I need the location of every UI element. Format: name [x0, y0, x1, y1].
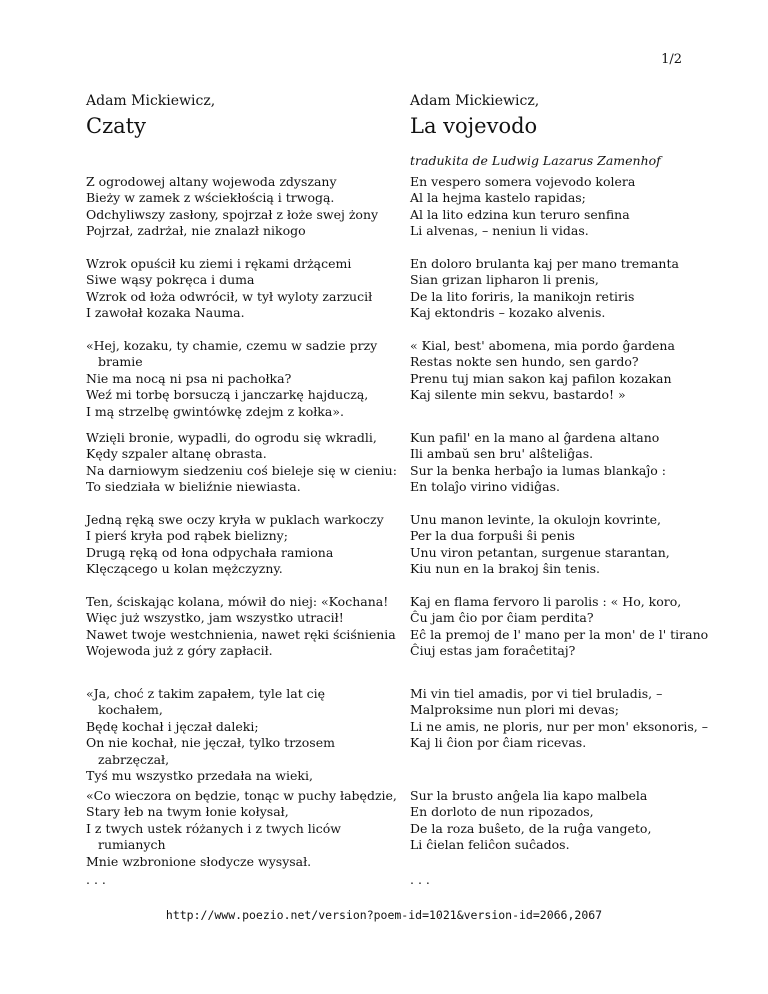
- verse-line: Prenu tuj mian sakon kaj pafilon kozakan: [410, 370, 672, 386]
- verse-line: Ĉu jam ĉio por ĉiam perdita?: [410, 610, 594, 626]
- verse-line: Al la lito edzina kun teruro senfina: [410, 206, 630, 222]
- verse-line: Odchyliwszy zasłony, spojrzał z łoże swej żony: [86, 206, 379, 222]
- stanza: [410, 256, 710, 322]
- verse-line: Li ĉielan feliĉon suĉados.: [410, 837, 570, 853]
- verse-line: Per la dua forpuŝi ŝi penis: [410, 528, 575, 544]
- verse-line: Weź mi torbę borsuczą i janczarkę hajduczą,: [86, 387, 369, 403]
- stanza: [86, 512, 386, 578]
- verse-line: Kędy szpaler altanę obrasta.: [86, 446, 267, 462]
- verse-line: Wzięli bronie, wypadli, do ogrodu się wkradli,: [86, 430, 377, 445]
- verse-line: I zawołał kozaka Nauma.: [86, 305, 245, 321]
- left-author: Adam Mickiewicz,: [86, 93, 216, 109]
- continuation-ellipsis: . . .: [410, 872, 430, 887]
- verse-line: Mnie wzbronione słodycze wysysał.: [86, 853, 312, 869]
- verse-line: Będę kochał i jęczał daleki;: [86, 718, 259, 734]
- verse-line: Kaj ektondris – kozako alvenis.: [410, 305, 606, 321]
- verse-line: En doloro brulanta kaj per mano tremanta: [410, 256, 679, 271]
- stanza: [410, 594, 710, 660]
- verse-line: Unu viron petantan, surgenue starantan,: [410, 544, 670, 560]
- right-title: La vojevodo: [410, 114, 538, 138]
- verse-line: I pierś kryła pod rąbek bielizny;: [86, 528, 288, 544]
- verse-line: Kiu nun en la brakoj ŝin tenis.: [410, 561, 601, 577]
- verse-line: Wojewoda już z góry zapłacił.: [86, 643, 273, 659]
- verse-line: En dorloto de nun ripozados,: [410, 804, 594, 820]
- stanza: [410, 174, 710, 240]
- left-title: Czaty: [86, 114, 146, 138]
- right-author: Adam Mickiewicz,: [410, 93, 540, 109]
- verse-line: Nie ma nocą ni psa ni pachołka?: [86, 370, 292, 386]
- verse-line: Sur la brusto anĝela lia kapo malbela: [410, 788, 648, 803]
- verse-line: Ĉiuj estas jam foraĉetitaj?: [410, 643, 576, 659]
- verse-line: Wzrok od łoża odwrócił, w tył wyloty zarzucił: [86, 288, 373, 304]
- stanza: [86, 686, 386, 784]
- verse-line: Eĉ la premoj de l' mano per la mon' de l' tirano: [410, 626, 709, 642]
- verse-line: Więc już wszystko, jam wszystko utracił!: [86, 610, 344, 626]
- verse-line: Mi vin tiel amadis, por vi tiel bruladis, –: [410, 686, 663, 701]
- right-header: [410, 92, 710, 169]
- stanza: [410, 430, 710, 496]
- verse-line: Stary łeb na twym łonie kołysał,: [86, 804, 289, 820]
- verse-line: « Kial, best' abomena, mia pordo ĝardena: [410, 338, 675, 353]
- left-header: [86, 92, 386, 140]
- verse-line: Siwe wąsy pokręca i duma: [86, 272, 255, 288]
- verse-line: Kaj silente min sekvu, bastardo! »: [410, 387, 626, 403]
- stanza: [410, 338, 710, 404]
- verse-line: Restas nokte sen hundo, sen gardo?: [410, 354, 639, 370]
- stanza: [86, 256, 386, 322]
- verse-line: Bieży w zamek z wściekłością i trwogą.: [86, 190, 335, 206]
- verse-line: Klęczącego u kolan mężczyzny.: [86, 561, 283, 577]
- verse-line: «Co wieczora on będzie, tonąc w puchy łabędzie,: [86, 788, 397, 803]
- verse-line: Sian grizan lipharon li prenis,: [410, 272, 599, 288]
- stanza: [86, 338, 386, 420]
- continuation-ellipsis: . . .: [86, 872, 106, 887]
- verse-line: Ili ambaŭ sen bru' alŝteliĝas.: [410, 446, 594, 462]
- stanza: [86, 174, 386, 240]
- stanza: [86, 594, 396, 660]
- verse-line: Ten, ściskając kolana, mówił do niej: «Kochana!: [86, 594, 389, 609]
- verse-line: Kaj en flama fervoro li parolis : « Ho, koro,: [410, 594, 682, 609]
- verse-line: Kaj li ĉion por ĉiam ricevas.: [410, 735, 587, 751]
- stanza: [410, 686, 710, 752]
- verse-line: Nawet twoje westchnienia, nawet ręki ściśnienia: [86, 626, 396, 642]
- verse-line: «Ja, choć z takim zapałem, tyle lat cię kochałem,: [86, 686, 326, 718]
- stanza: [86, 430, 397, 496]
- source-url: http://www.poezio.net/version?poem-id=1021&version-id=2066,2067: [165, 908, 603, 922]
- verse-line: On nie kochał, nie jęczał, tylko trzosem zabrzęczał,: [86, 735, 335, 767]
- translator-credit: tradukita de Ludwig Lazarus Zamenhof: [410, 153, 661, 168]
- verse-line: Na darniowym siedzeniu coś bieleje się w cieniu:: [86, 462, 397, 478]
- stanza: [86, 788, 397, 870]
- verse-line: Kun pafil' en la mano al ĝardena altano: [410, 430, 660, 445]
- verse-line: Unu manon levinte, la okulojn kovrinte,: [410, 512, 661, 527]
- verse-line: Li alvenas, – neniun li vidas.: [410, 223, 589, 239]
- verse-line: En vespero somera vojevodo kolera: [410, 174, 636, 189]
- stanza: [410, 512, 710, 578]
- verse-line: To siedziała w bieliźnie niewiasta.: [86, 479, 301, 495]
- verse-line: Malproksime nun plori mi devas;: [410, 702, 619, 718]
- verse-line: Pojrzał, zadrżał, nie znalazł nikogo: [86, 223, 306, 239]
- verse-line: En tolaĵo virino vidiĝas.: [410, 479, 561, 495]
- verse-line: «Hej, kozaku, ty chamie, czemu w sadzie przy bramie: [86, 338, 378, 370]
- verse-line: De la lito foriris, la manikojn retiris: [410, 288, 635, 304]
- verse-line: Wzrok opuścił ku ziemi i rękami drżącemi: [86, 256, 352, 271]
- verse-line: De la roza buŝeto, de la ruĝa vangeto,: [410, 820, 652, 836]
- verse-line: Al la hejma kastelo rapidas;: [410, 190, 586, 206]
- verse-line: I z twych ustek różanych i z twych liców rumianych: [86, 820, 341, 853]
- verse-line: Sur la benka herbaĵo ia lumas blankaĵo :: [410, 462, 666, 478]
- page-number: 1/2: [661, 52, 682, 67]
- verse-line: Tyś mu wszystko przedała na wieki,: [86, 768, 313, 784]
- verse-line: Jedną ręką swe oczy kryła w puklach warkoczy: [86, 512, 384, 527]
- stanza: [410, 788, 710, 854]
- verse-line: I mą strzelbę gwintówkę zdejm z kołka».: [86, 403, 344, 419]
- verse-line: Z ogrodowej altany wojewoda zdyszany: [86, 174, 337, 189]
- verse-line: Drugą ręką od łona odpychała ramiona: [86, 544, 334, 560]
- verse-line: Li ne amis, ne ploris, nur per mon' eksonoris, –: [410, 718, 708, 734]
